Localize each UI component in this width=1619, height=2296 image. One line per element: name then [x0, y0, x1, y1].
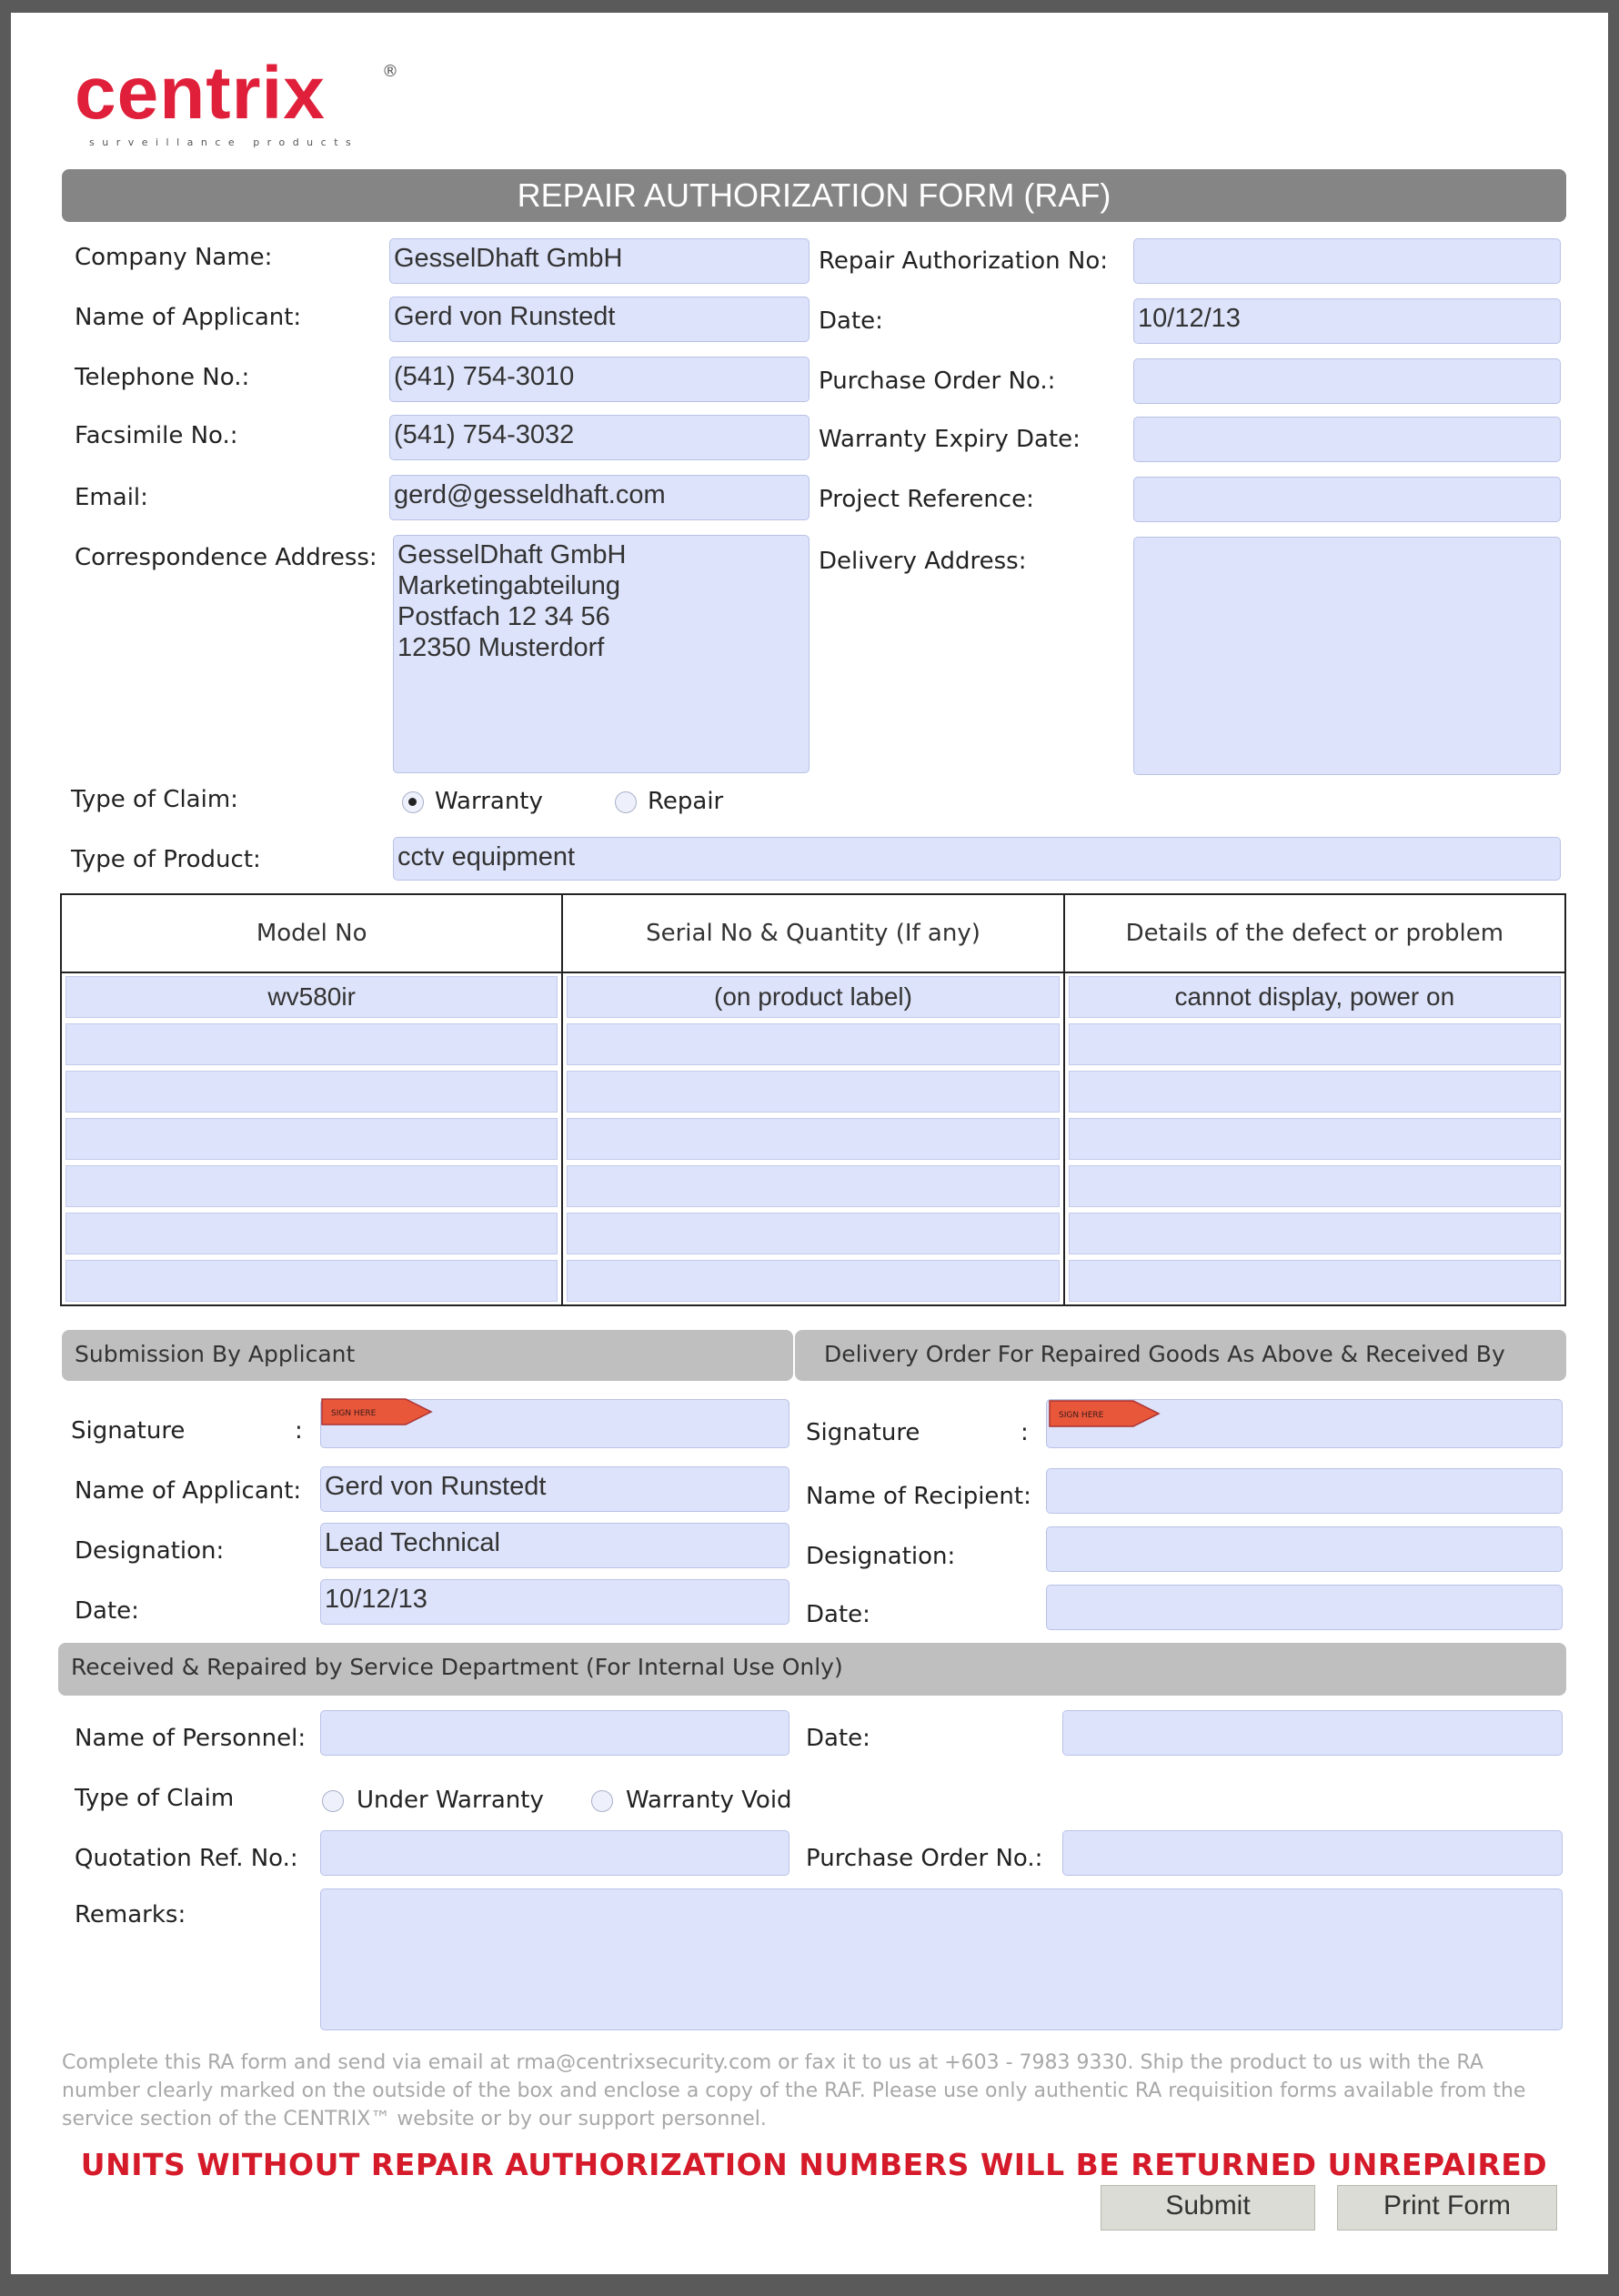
facsimile-field[interactable]: (541) 754-3032 — [389, 415, 810, 460]
serial-qty-cell[interactable] — [567, 1213, 1059, 1254]
product-type-field[interactable]: cctv equipment — [393, 837, 1561, 881]
recipient-date-label: Date: — [806, 1601, 870, 1628]
correspondence-address-field[interactable]: GesselDhaft GmbH Marketingabteilung Postfach 12 34 56 12350 Musterdorf — [393, 535, 810, 773]
model-no-cell[interactable] — [65, 1118, 558, 1160]
product-type-label: Type of Product: — [71, 846, 261, 873]
defect-details-cell[interactable]: cannot display, power on — [1069, 976, 1561, 1018]
telephone-label: Telephone No.: — [75, 364, 250, 391]
registered-mark: ® — [382, 62, 398, 81]
submission-date-label: Date: — [75, 1597, 139, 1625]
email-field[interactable]: gerd@gesseldhaft.com — [389, 475, 810, 520]
purchase-order-field[interactable] — [1133, 358, 1561, 404]
service-claim-type-label: Type of Claim — [75, 1785, 235, 1812]
quotation-ref-field[interactable] — [320, 1830, 789, 1876]
company-name-field[interactable]: GesselDhaft GmbH — [389, 238, 810, 284]
quotation-ref-label: Quotation Ref. No.: — [75, 1845, 298, 1872]
sign-here-arrow-icon — [320, 1397, 433, 1426]
print-form-button[interactable]: Print Form — [1337, 2185, 1557, 2231]
personnel-name-field[interactable] — [320, 1710, 789, 1756]
applicant-name-label: Name of Applicant: — [75, 304, 302, 331]
service-date-field[interactable] — [1062, 1710, 1563, 1756]
date-label: Date: — [819, 307, 883, 335]
table-row — [61, 1115, 1565, 1163]
delivery-address-field[interactable] — [1133, 537, 1561, 775]
repair-radio[interactable] — [615, 791, 637, 813]
serial-qty-cell[interactable] — [567, 1071, 1059, 1113]
items-header-row — [61, 894, 1565, 972]
warranty-void-radio[interactable] — [591, 1790, 613, 1812]
sign-here-arrow-icon — [1048, 1399, 1161, 1428]
defect-details-cell[interactable] — [1069, 1260, 1561, 1302]
company-name-label: Company Name: — [75, 244, 273, 271]
correspondence-address-label: Correspondence Address: — [75, 544, 377, 571]
remarks-label: Remarks: — [75, 1901, 186, 1928]
recipient-name-field[interactable] — [1046, 1468, 1563, 1514]
project-reference-field[interactable] — [1133, 477, 1561, 522]
defect-details-cell[interactable] — [1069, 1071, 1561, 1113]
submission-designation-field[interactable]: Lead Technical — [320, 1523, 789, 1568]
defect-details-header: Details of the defect or problem — [1064, 894, 1565, 972]
model-no-cell[interactable] — [65, 1165, 558, 1207]
recipient-designation-label: Designation: — [806, 1543, 956, 1570]
recipient-name-label: Name of Recipient: — [806, 1483, 1031, 1510]
warranty-void-label: Warranty Void — [626, 1787, 792, 1814]
repair-option-label: Repair — [648, 788, 724, 815]
table-row — [61, 1210, 1565, 1257]
repair-auth-field[interactable] — [1133, 238, 1561, 284]
warranty-option-label: Warranty — [435, 788, 543, 815]
logo-wordmark: centrix — [75, 52, 326, 135]
remarks-field[interactable] — [320, 1888, 1563, 2030]
project-reference-label: Project Reference: — [819, 486, 1034, 513]
model-no-cell[interactable] — [65, 1071, 558, 1113]
under-warranty-label: Under Warranty — [357, 1787, 544, 1814]
warranty-radio[interactable] — [402, 791, 424, 813]
submission-applicant-label: Name of Applicant: — [75, 1477, 302, 1505]
service-po-label: Purchase Order No.: — [806, 1845, 1043, 1872]
model-no-header: Model No — [61, 894, 562, 972]
serial-qty-cell[interactable]: (on product label) — [567, 976, 1059, 1018]
items-table — [60, 893, 1566, 1306]
model-no-cell[interactable] — [65, 1023, 558, 1065]
sign-here-text: SIGN HERE — [331, 1409, 377, 1418]
email-label: Email: — [75, 484, 148, 511]
applicant-signature-label: Signature — [71, 1417, 186, 1445]
service-date-label: Date: — [806, 1725, 870, 1752]
warranty-expiry-label: Warranty Expiry Date: — [819, 426, 1081, 453]
warning-text: UNITS WITHOUT REPAIR AUTHORIZATION NUMBERS WILL BE RETURNED UNREPAIRED — [80, 2147, 1548, 2182]
serial-qty-cell[interactable] — [567, 1165, 1059, 1207]
telephone-field[interactable]: (541) 754-3010 — [389, 357, 810, 402]
model-no-cell[interactable] — [65, 1213, 558, 1254]
form-title: REPAIR AUTHORIZATION FORM (RAF) — [62, 169, 1566, 222]
warranty-expiry-field[interactable] — [1133, 417, 1561, 462]
submission-applicant-field[interactable]: Gerd von Runstedt — [320, 1466, 789, 1512]
table-row — [61, 1068, 1565, 1115]
recipient-signature-label: Signature — [806, 1419, 920, 1446]
delivery-order-section-title: Delivery Order For Repaired Goods As Above & Received By — [795, 1330, 1566, 1381]
defect-details-cell[interactable] — [1069, 1165, 1561, 1207]
defect-details-cell[interactable] — [1069, 1213, 1561, 1254]
table-row — [61, 1163, 1565, 1210]
serial-qty-cell[interactable] — [567, 1118, 1059, 1160]
recipient-signature-colon: : — [1021, 1419, 1029, 1446]
sign-here-text: SIGN HERE — [1059, 1411, 1104, 1420]
instructions-text: Complete this RA form and send via email at rma@centrixsecurity.com or fax it to us at +603 - 7983 9330. Ship the product to us with the RA number clearly marked on the outside of the box and enclose a copy of the RAF. Please use only authentic RA requisition forms available from the service section of the CENTRIX™ website or by our support personnel. — [62, 2051, 1526, 2130]
table-row — [61, 972, 1565, 1021]
defect-details-cell[interactable] — [1069, 1023, 1561, 1065]
recipient-designation-field[interactable] — [1046, 1526, 1563, 1572]
date-field[interactable]: 10/12/13 — [1133, 298, 1561, 344]
model-no-cell[interactable]: wv580ir — [65, 976, 558, 1018]
serial-qty-cell[interactable] — [567, 1260, 1059, 1302]
submission-section-title: Submission By Applicant — [62, 1330, 793, 1381]
form-page — [11, 13, 1608, 2274]
personnel-name-label: Name of Personnel: — [75, 1725, 307, 1752]
claim-type-label: Type of Claim: — [71, 786, 238, 813]
service-po-field[interactable] — [1062, 1830, 1563, 1876]
applicant-signature-colon: : — [295, 1417, 303, 1445]
table-row — [61, 1257, 1565, 1305]
serial-qty-header: Serial No & Quantity (If any) — [562, 894, 1063, 972]
repair-auth-label: Repair Authorization No: — [819, 247, 1109, 275]
submission-date-field[interactable]: 10/12/13 — [320, 1579, 789, 1625]
serial-qty-cell[interactable] — [567, 1023, 1059, 1065]
model-no-cell[interactable] — [65, 1260, 558, 1302]
facsimile-label: Facsimile No.: — [75, 422, 238, 449]
table-row — [61, 1021, 1565, 1068]
purchase-order-label: Purchase Order No.: — [819, 368, 1056, 395]
submission-designation-label: Designation: — [75, 1537, 225, 1565]
recipient-date-field[interactable] — [1046, 1585, 1563, 1630]
defect-details-cell[interactable] — [1069, 1118, 1561, 1160]
service-section-title: Received & Repaired by Service Department (For Internal Use Only) — [58, 1643, 1566, 1696]
applicant-name-field[interactable]: Gerd von Runstedt — [389, 297, 810, 342]
delivery-address-label: Delivery Address: — [819, 548, 1027, 575]
under-warranty-radio[interactable] — [322, 1790, 344, 1812]
centrix-logo — [75, 53, 420, 162]
submit-button[interactable]: Submit — [1101, 2185, 1315, 2231]
logo-tagline: surveillance products — [89, 136, 359, 148]
